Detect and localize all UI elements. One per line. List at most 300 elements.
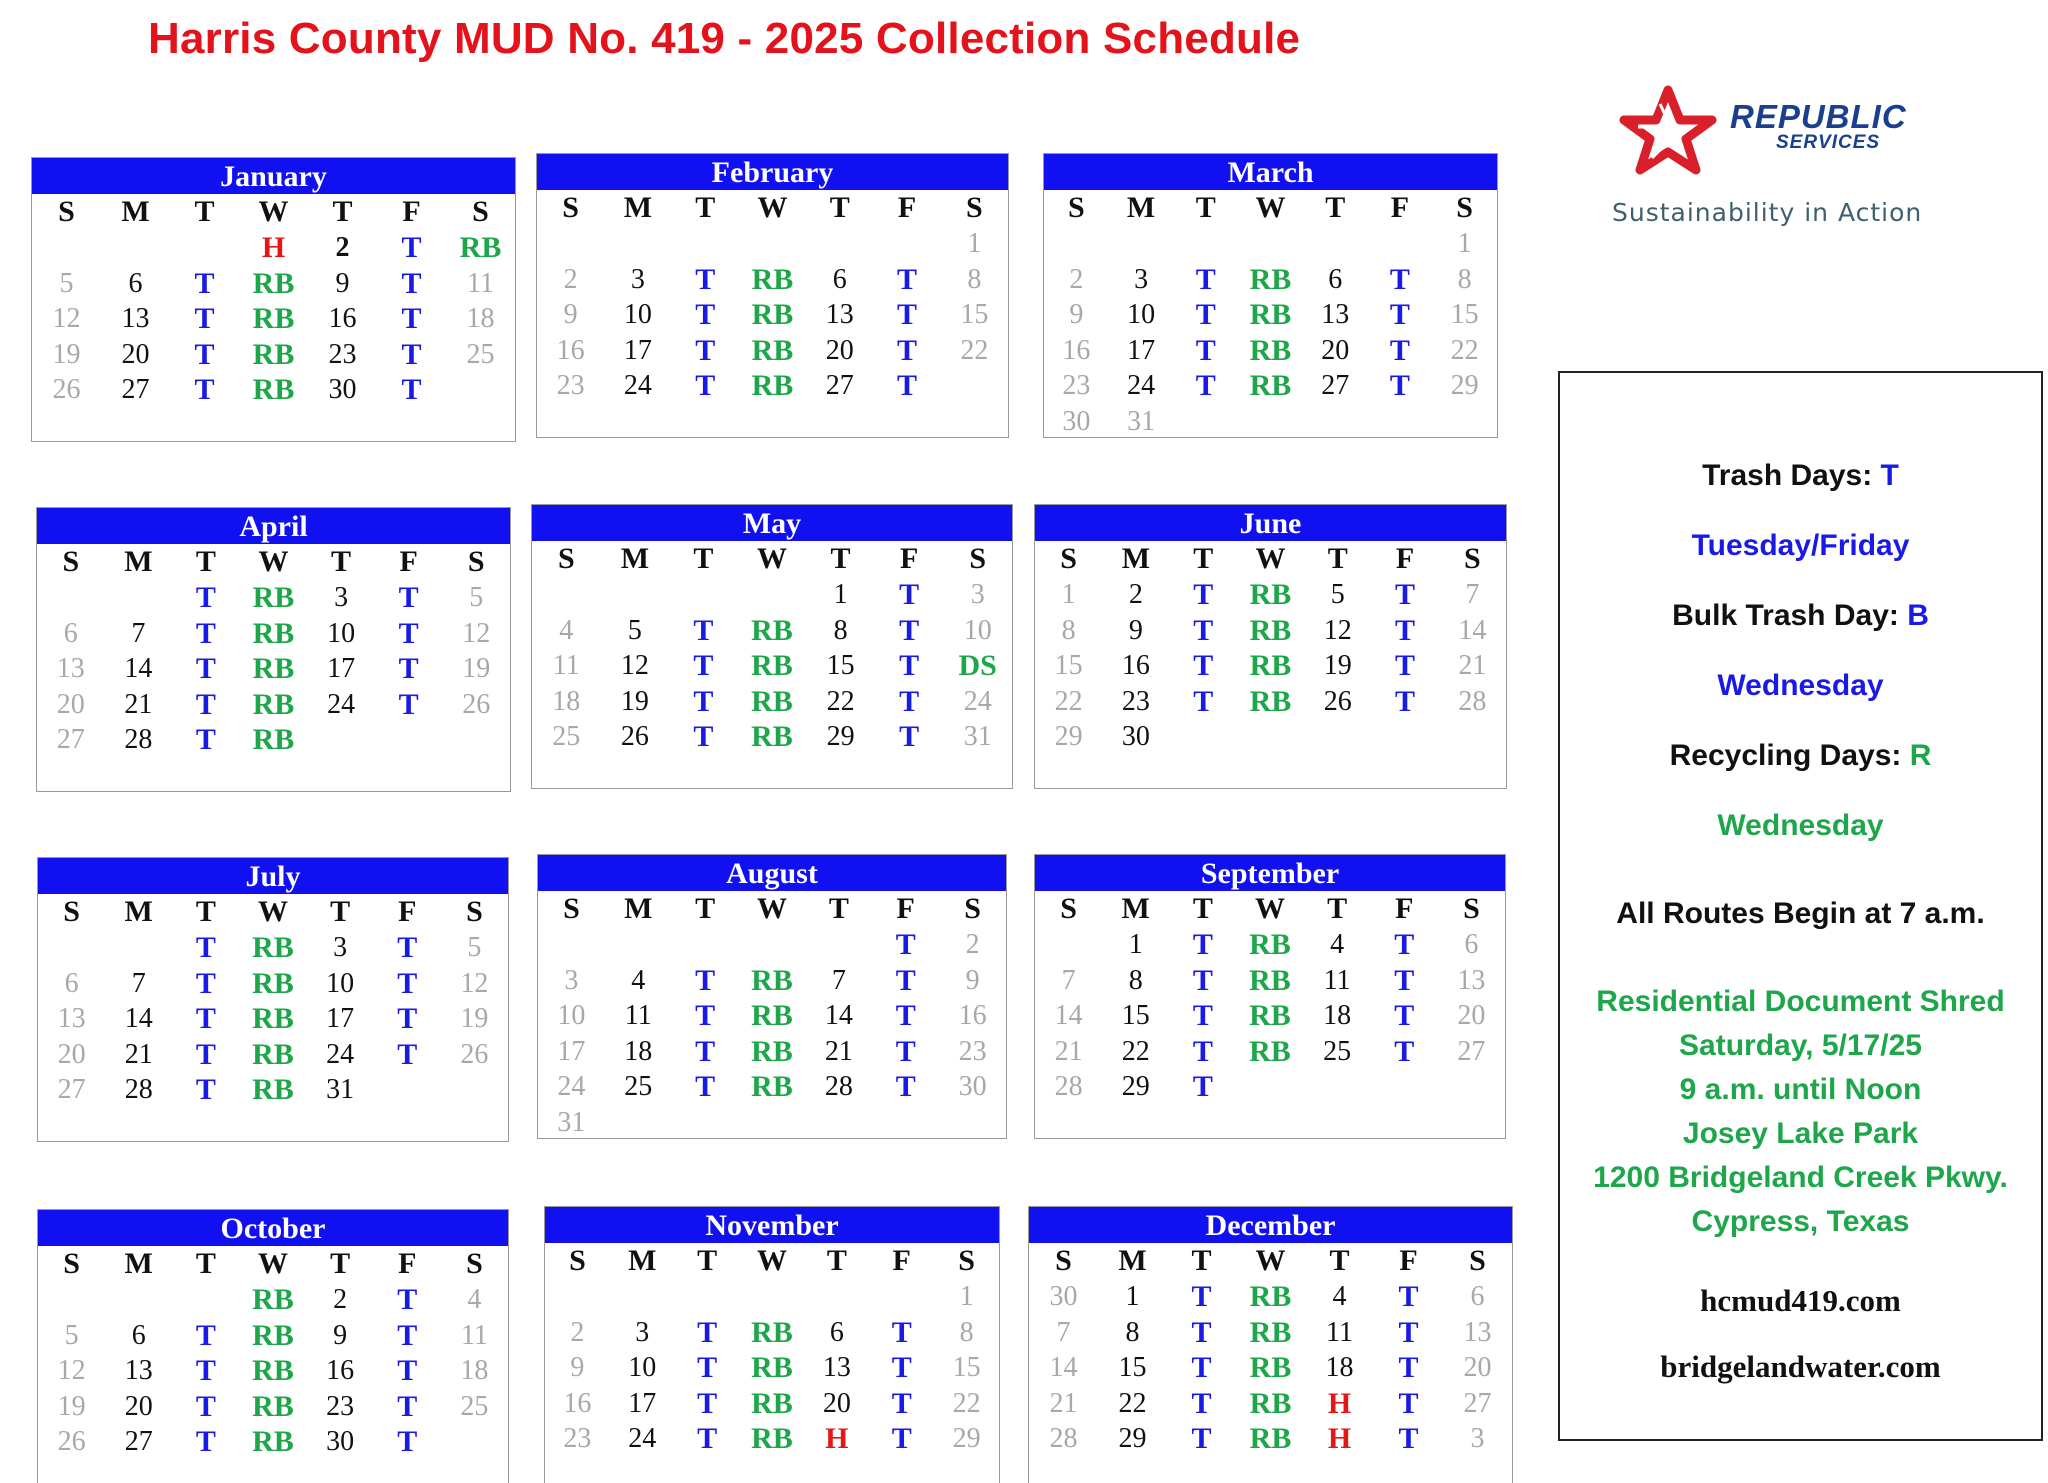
calendar-day-cell: 9 (563, 299, 578, 330)
calendar-day-cell: 6 (1464, 929, 1479, 960)
calendar-day-cell: 6 (832, 263, 847, 295)
calendar-day-cell: RB (252, 1037, 294, 1071)
weekday-header: M (1118, 1244, 1147, 1277)
calendar-day-cell: T (895, 963, 916, 997)
calendar-day-cell: 17 (628, 1387, 657, 1419)
calendar-grid (38, 894, 508, 1108)
calendar-day-cell: T (695, 1070, 716, 1103)
calendar-empty-cell (605, 1105, 672, 1141)
weekday-header: S (472, 195, 489, 228)
calendar-day-cell: 20 (825, 334, 854, 366)
calendar-day-cell: 23 (1062, 370, 1091, 401)
weekday-header: S (569, 1244, 586, 1277)
calendar-empty-cell (441, 1424, 508, 1460)
calendar-day-cell: RB (252, 373, 295, 406)
calendar-day-cell: T (695, 369, 716, 402)
calendar-empty-cell (374, 1072, 441, 1108)
weekday-header: T (1325, 191, 1346, 224)
calendar-empty-cell (538, 927, 605, 963)
weekday-header: F (1395, 892, 1414, 925)
calendar-day-cell: RB (751, 649, 793, 682)
calendar-grid (532, 541, 1012, 755)
calendar-day-cell: 17 (327, 653, 356, 684)
calendar-day-cell: 13 (1463, 1316, 1492, 1348)
calendar-day-cell: RB (1249, 369, 1292, 402)
page-title: Harris County MUD No. 419 - 2025 Collection Schedule (148, 14, 1301, 63)
calendar-day-cell: T (697, 1315, 718, 1349)
weekday-header: S (563, 892, 580, 925)
weekday-header: M (1121, 542, 1151, 575)
month-calendar-december (1028, 1206, 1513, 1483)
weekday-header: W (756, 1244, 787, 1277)
calendar-day-cell: 4 (467, 1284, 482, 1315)
calendar-day-cell: T (1389, 369, 1410, 402)
calendar-day-cell: T (1191, 1386, 1212, 1420)
trash-days-value: Tuesday/Friday (1691, 529, 1910, 562)
calendar-empty-cell (610, 1279, 675, 1315)
calendar-day-cell: 26 (52, 374, 81, 405)
calendar-day-cell: 10 (1127, 299, 1156, 330)
calendar-empty-cell (1371, 719, 1438, 755)
republic-star-icon (1608, 82, 1728, 182)
calendar-day-cell: 27 (56, 724, 85, 755)
weekday-header: W (258, 195, 289, 228)
weekday-header: W (757, 191, 788, 224)
calendar-day-cell: 19 (57, 1390, 86, 1422)
calendar-empty-cell (806, 226, 873, 262)
calendar-day-cell: 14 (124, 1003, 153, 1034)
bulk-day-line (1560, 599, 2041, 633)
calendar-day-cell: T (899, 649, 920, 682)
calendar-day-cell: 28 (124, 724, 153, 755)
calendar-day-cell: 7 (1056, 1316, 1071, 1348)
calendar-day-cell: T (195, 1318, 216, 1352)
calendar-empty-cell (672, 1105, 739, 1141)
calendar-day-cell: H (1327, 1422, 1352, 1455)
calendar-day-cell: 31 (1127, 405, 1156, 437)
calendar-day-cell: 30 (958, 1071, 987, 1102)
weekday-header: T (195, 545, 216, 578)
calendar-day-cell: T (1398, 1315, 1419, 1349)
calendar-day-cell: 18 (1323, 1000, 1352, 1031)
calendar-empty-cell (740, 1279, 805, 1315)
calendar-day-cell: RB (751, 1422, 793, 1455)
calendar-day-cell: RB (751, 684, 793, 718)
calendar-day-cell: 19 (620, 685, 649, 717)
calendar-day-cell: 25 (466, 338, 495, 370)
calendar-empty-cell (805, 927, 872, 963)
calendar-day-cell: 21 (1458, 650, 1487, 681)
calendar-day-cell: 8 (967, 263, 982, 295)
month-name: January (32, 158, 515, 194)
calendar-day-cell: T (195, 1425, 216, 1458)
calendar-day-cell: 21 (824, 1035, 853, 1067)
calendar-day-cell: T (1191, 1351, 1212, 1384)
calendar-day-cell: 2 (965, 929, 980, 960)
weekday-header: F (899, 542, 919, 575)
website-link-bridgelandwater[interactable]: bridgelandwater.com (1660, 1349, 1941, 1384)
calendar-day-cell: RB (252, 723, 295, 756)
calendar-empty-cell (1371, 1069, 1438, 1105)
calendar-day-cell: 22 (1450, 334, 1479, 366)
calendar-day-cell: 26 (620, 721, 649, 752)
weekday-header: S (63, 1247, 80, 1280)
calendar-day-cell: RB (252, 1354, 294, 1387)
calendar-day-cell: RB (751, 1315, 793, 1349)
calendar-day-cell: 21 (124, 1038, 153, 1070)
calendar-empty-cell (1237, 719, 1304, 755)
calendar-day-cell: T (899, 720, 920, 753)
calendar-day-cell: RB (751, 1070, 793, 1103)
weekday-header: S (557, 542, 575, 575)
calendar-day-cell: T (195, 581, 216, 614)
weekday-header: T (194, 195, 215, 228)
website-link-hcmud419[interactable]: hcmud419.com (1700, 1283, 1901, 1318)
calendar-day-cell: RB (751, 963, 793, 997)
shred-event-city: Cypress, Texas (1691, 1205, 1910, 1238)
calendar-day-cell: 27 (57, 1074, 86, 1105)
calendar-day-cell: 16 (326, 1355, 355, 1386)
calendar-day-cell: T (1193, 649, 1214, 682)
calendar-day-cell: 25 (552, 721, 581, 752)
calendar-day-cell: 22 (826, 685, 855, 717)
calendar-day-cell: T (695, 298, 716, 331)
calendar-day-cell: 8 (1125, 1316, 1140, 1348)
calendar-grid (545, 1243, 999, 1457)
calendar-day-cell: 12 (460, 967, 489, 999)
calendar-day-cell: 2 (563, 263, 578, 295)
calendar-day-cell: 6 (829, 1316, 844, 1348)
calendar-day-cell: 11 (624, 1000, 652, 1031)
calendar-day-cell: T (195, 1389, 216, 1423)
calendar-day-cell: RB (751, 1351, 793, 1384)
calendar-day-cell: T (891, 1351, 912, 1384)
month-name: April (37, 508, 510, 544)
calendar-day-cell: 30 (1062, 405, 1091, 437)
month-name: May (532, 505, 1012, 541)
calendar-day-cell: 3 (564, 964, 579, 996)
weekday-header: S (964, 892, 981, 925)
calendar-day-cell: RB (1249, 999, 1291, 1032)
calendar-day-cell: 25 (624, 1071, 653, 1102)
weekday-header: T (1195, 191, 1216, 224)
month-name: June (1035, 505, 1506, 541)
calendar-day-cell: 14 (1458, 614, 1487, 646)
calendar-grid (37, 544, 510, 758)
calendar-empty-cell (37, 580, 105, 616)
weekday-header: T (826, 1244, 847, 1277)
calendar-empty-cell (1238, 404, 1303, 440)
calendar-day-cell: 18 (466, 303, 495, 334)
weekday-header: T (1329, 1244, 1350, 1277)
weekday-header: M (124, 1247, 153, 1280)
calendar-day-cell: RB (1249, 1280, 1292, 1313)
month-calendar-november (544, 1206, 1000, 1483)
calendar-day-cell: 22 (1121, 1035, 1150, 1067)
calendar-empty-cell (675, 1279, 740, 1315)
calendar-day-cell: T (195, 616, 216, 650)
calendar-empty-cell (872, 1105, 939, 1141)
calendar-day-cell: 30 (1049, 1281, 1078, 1312)
calendar-day-cell: 20 (1457, 1000, 1486, 1031)
calendar-day-cell: 16 (1121, 650, 1150, 681)
calendar-day-cell: 9 (1069, 299, 1084, 330)
calendar-empty-cell (604, 226, 671, 262)
calendar-day-cell: 19 (460, 1003, 489, 1034)
calendar-day-cell: RB (1249, 298, 1292, 331)
weekday-header: F (402, 195, 421, 228)
calendar-day-cell: T (1192, 1070, 1213, 1103)
calendar-day-cell: 31 (326, 1074, 355, 1105)
calendar-day-cell: T (1195, 369, 1216, 402)
calendar-empty-cell (939, 1105, 1006, 1141)
calendar-day-cell: T (895, 928, 916, 961)
calendar-day-cell: T (899, 684, 920, 718)
calendar-day-cell: 7 (131, 967, 146, 999)
calendar-day-cell: 8 (1128, 964, 1143, 996)
weekday-header: S (58, 195, 75, 228)
weekday-header: W (756, 542, 787, 575)
weekday-header: M (124, 545, 153, 578)
calendar-day-cell: T (1191, 1315, 1212, 1349)
calendar-day-cell: T (697, 1386, 718, 1420)
calendar-day-cell: 6 (1328, 263, 1343, 295)
calendar-day-cell: 15 (1450, 299, 1479, 330)
bulk-day-label: Bulk Trash Day: (1672, 599, 1908, 632)
calendar-day-cell: T (397, 1425, 418, 1458)
calendar-day-cell: RB (1249, 262, 1292, 296)
weekday-header: F (399, 545, 418, 578)
calendar-empty-cell (601, 577, 670, 613)
calendar-day-cell: RB (1249, 578, 1292, 611)
calendar-day-cell: T (1394, 999, 1415, 1032)
calendar-day-cell: 20 (121, 338, 150, 370)
calendar-day-cell: RB (252, 1073, 294, 1106)
calendar-day-cell: 21 (1054, 1035, 1083, 1067)
calendar-day-cell: 5 (64, 1319, 79, 1351)
calendar-day-cell: 23 (958, 1035, 987, 1067)
calendar-day-cell: 15 (952, 1352, 981, 1383)
calendar-day-cell: 23 (1121, 685, 1150, 717)
calendar-day-cell: 31 (963, 721, 992, 752)
calendar-day-cell: T (1192, 1034, 1213, 1068)
calendar-day-cell: 12 (1323, 614, 1352, 646)
calendar-day-cell: 26 (57, 1426, 86, 1457)
calendar-empty-cell (672, 927, 739, 963)
calendar-day-cell: 22 (960, 334, 989, 366)
calendar-day-cell: 13 (825, 299, 854, 330)
calendar-empty-cell (941, 368, 1008, 404)
calendar-day-cell: 10 (963, 614, 992, 646)
trash-days-label: Trash Days: (1702, 459, 1881, 492)
recycling-day-value: Wednesday (1717, 809, 1884, 842)
calendar-day-cell: RB (252, 266, 295, 300)
calendar-day-cell: 5 (1330, 579, 1345, 610)
month-calendar-september (1034, 854, 1506, 1139)
weekday-header: M (1121, 892, 1150, 925)
shred-event-place: Josey Lake Park (1682, 1117, 1919, 1150)
calendar-day-cell: T (398, 687, 419, 721)
calendar-day-cell: RB (252, 652, 295, 685)
calendar-day-cell: 19 (462, 653, 491, 684)
calendar-day-cell: RB (751, 720, 793, 753)
calendar-day-cell: 11 (467, 267, 494, 299)
weekday-header: S (1060, 892, 1077, 925)
weekday-header: T (828, 892, 849, 925)
calendar-day-cell: RB (252, 616, 295, 650)
calendar-day-cell: RB (252, 581, 295, 614)
calendar-day-cell: RB (1249, 1315, 1292, 1349)
calendar-day-cell: 23 (328, 338, 357, 370)
calendar-day-cell: 19 (1323, 650, 1352, 681)
weekday-header: T (1327, 892, 1348, 925)
weekday-header: S (1469, 1244, 1486, 1277)
calendar-day-cell: RB (252, 1389, 294, 1423)
weekday-header: T (330, 1247, 351, 1280)
weekday-header: S (466, 1247, 483, 1280)
calendar-day-cell: T (1395, 649, 1416, 682)
calendar-day-cell: 21 (124, 688, 153, 720)
weekday-header: T (697, 1244, 718, 1277)
calendar-day-cell: T (1398, 1386, 1419, 1420)
shred-event-address: 1200 Bridgeland Creek Pkwy. (1593, 1161, 2008, 1194)
calendar-empty-cell (532, 577, 601, 613)
calendar-day-cell: RB (1249, 928, 1291, 961)
calendar-day-cell: 18 (552, 685, 581, 717)
calendar-day-cell: T (194, 373, 215, 406)
weekday-header: T (195, 895, 216, 928)
calendar-day-cell: 20 (1463, 1352, 1492, 1383)
bulk-day-code: B (1907, 599, 1929, 632)
calendar-day-cell: 13 (822, 1352, 851, 1383)
calendar-day-cell: T (397, 1318, 418, 1352)
logo-brand-sub: SERVICES (1776, 132, 1881, 153)
calendar-day-cell: 14 (824, 1000, 853, 1031)
calendar-day-cell: 15 (826, 650, 855, 681)
bulk-day-value: Wednesday (1717, 669, 1884, 702)
calendar-day-cell: T (401, 266, 422, 300)
calendar-day-cell: 24 (326, 1038, 355, 1070)
calendar-day-cell: 3 (333, 932, 348, 963)
calendar-day-cell: T (1395, 684, 1416, 718)
calendar-day-cell: RB (751, 1034, 793, 1068)
calendar-day-cell: 12 (57, 1355, 86, 1386)
weekday-header: M (623, 191, 653, 224)
calendar-day-cell: 16 (563, 1387, 592, 1419)
calendar-grid (1029, 1243, 1512, 1457)
weekday-header: T (1191, 1244, 1212, 1277)
calendar-empty-cell (873, 226, 940, 262)
calendar-day-cell: T (693, 613, 714, 647)
month-name: December (1029, 1207, 1512, 1243)
calendar-day-cell: 5 (467, 932, 482, 963)
calendar-day-cell: T (1195, 333, 1216, 367)
weekday-header: S (1055, 1244, 1072, 1277)
calendar-day-cell: T (1394, 928, 1415, 961)
calendar-day-cell: RB (751, 1386, 793, 1420)
calendar-day-cell: 29 (1054, 721, 1083, 752)
calendar-day-cell: 27 (1457, 1035, 1486, 1067)
calendar-day-cell: T (695, 333, 716, 367)
calendar-day-cell: 19 (52, 338, 81, 370)
calendar-day-cell: 13 (1457, 964, 1486, 996)
weekday-header: W (258, 545, 289, 578)
weekday-header: T (1192, 892, 1213, 925)
calendar-day-cell: 15 (960, 299, 989, 330)
calendar-day-cell: T (1191, 1280, 1212, 1313)
weekday-header: T (1327, 542, 1348, 575)
calendar-day-cell: RB (751, 298, 794, 331)
calendar-day-cell: 27 (1321, 370, 1350, 401)
calendar-day-cell: T (397, 1002, 418, 1035)
calendar-day-cell: 6 (63, 617, 78, 649)
calendar-empty-cell (38, 930, 105, 966)
calendar-day-cell: T (401, 337, 422, 371)
calendar-day-cell: 27 (121, 374, 150, 405)
calendar-day-cell: 24 (557, 1071, 586, 1102)
calendar-day-cell: T (697, 1422, 718, 1455)
weekday-header: T (830, 542, 851, 575)
calendar-day-cell: 24 (1127, 370, 1156, 401)
calendar-day-cell: 10 (628, 1352, 657, 1383)
calendar-day-cell: T (195, 723, 216, 756)
weekday-header: W (257, 1247, 288, 1280)
weekday-header: M (628, 1244, 657, 1277)
calendar-day-cell: T (1389, 333, 1410, 367)
calendar-day-cell: T (1192, 928, 1213, 961)
calendar-day-cell: 3 (1134, 263, 1149, 295)
calendar-day-cell: 13 (1321, 299, 1350, 330)
month-calendar-june (1034, 504, 1507, 789)
calendar-day-cell: 28 (1049, 1423, 1078, 1454)
calendar-day-cell: 17 (557, 1035, 586, 1067)
calendar-day-cell: 6 (128, 267, 143, 299)
calendar-empty-cell (170, 230, 239, 266)
calendar-day-cell: T (401, 231, 422, 264)
calendar-empty-cell (804, 1279, 869, 1315)
weekday-header: W (1255, 1244, 1286, 1277)
calendar-day-cell: 9 (333, 1319, 348, 1351)
calendar-empty-cell (1236, 1069, 1303, 1105)
month-calendar-april (36, 507, 511, 792)
calendar-day-cell: T (1192, 999, 1213, 1032)
calendar-day-cell: T (398, 581, 419, 614)
calendar-day-cell: T (895, 1070, 916, 1103)
calendar-day-cell: 4 (631, 964, 646, 996)
calendar-day-cell: 14 (124, 653, 153, 684)
calendar-empty-cell (1238, 226, 1303, 262)
calendar-day-cell: 22 (1054, 685, 1083, 717)
calendar-grid (1035, 891, 1505, 1105)
calendar-empty-cell (1303, 404, 1368, 440)
recycling-days-code: R (1909, 739, 1932, 772)
shred-event-time: 9 a.m. until Noon (1679, 1073, 1922, 1106)
calendar-grid (1035, 541, 1506, 755)
weekday-header: S (63, 895, 80, 928)
calendar-day-cell: RB (1249, 1034, 1291, 1068)
calendar-day-cell: T (1389, 262, 1410, 296)
weekday-header: S (969, 542, 987, 575)
calendar-empty-cell (739, 226, 806, 262)
calendar-grid (38, 1246, 508, 1460)
calendar-day-cell: T (695, 1034, 716, 1068)
calendar-day-cell: RB (252, 1283, 294, 1316)
calendar-day-cell: 10 (623, 299, 652, 330)
calendar-day-cell: RB (1249, 1351, 1292, 1384)
shred-event-date: Saturday, 5/17/25 (1679, 1029, 1922, 1062)
calendar-day-cell: T (1395, 578, 1416, 611)
calendar-day-cell: 1 (1125, 1281, 1140, 1312)
